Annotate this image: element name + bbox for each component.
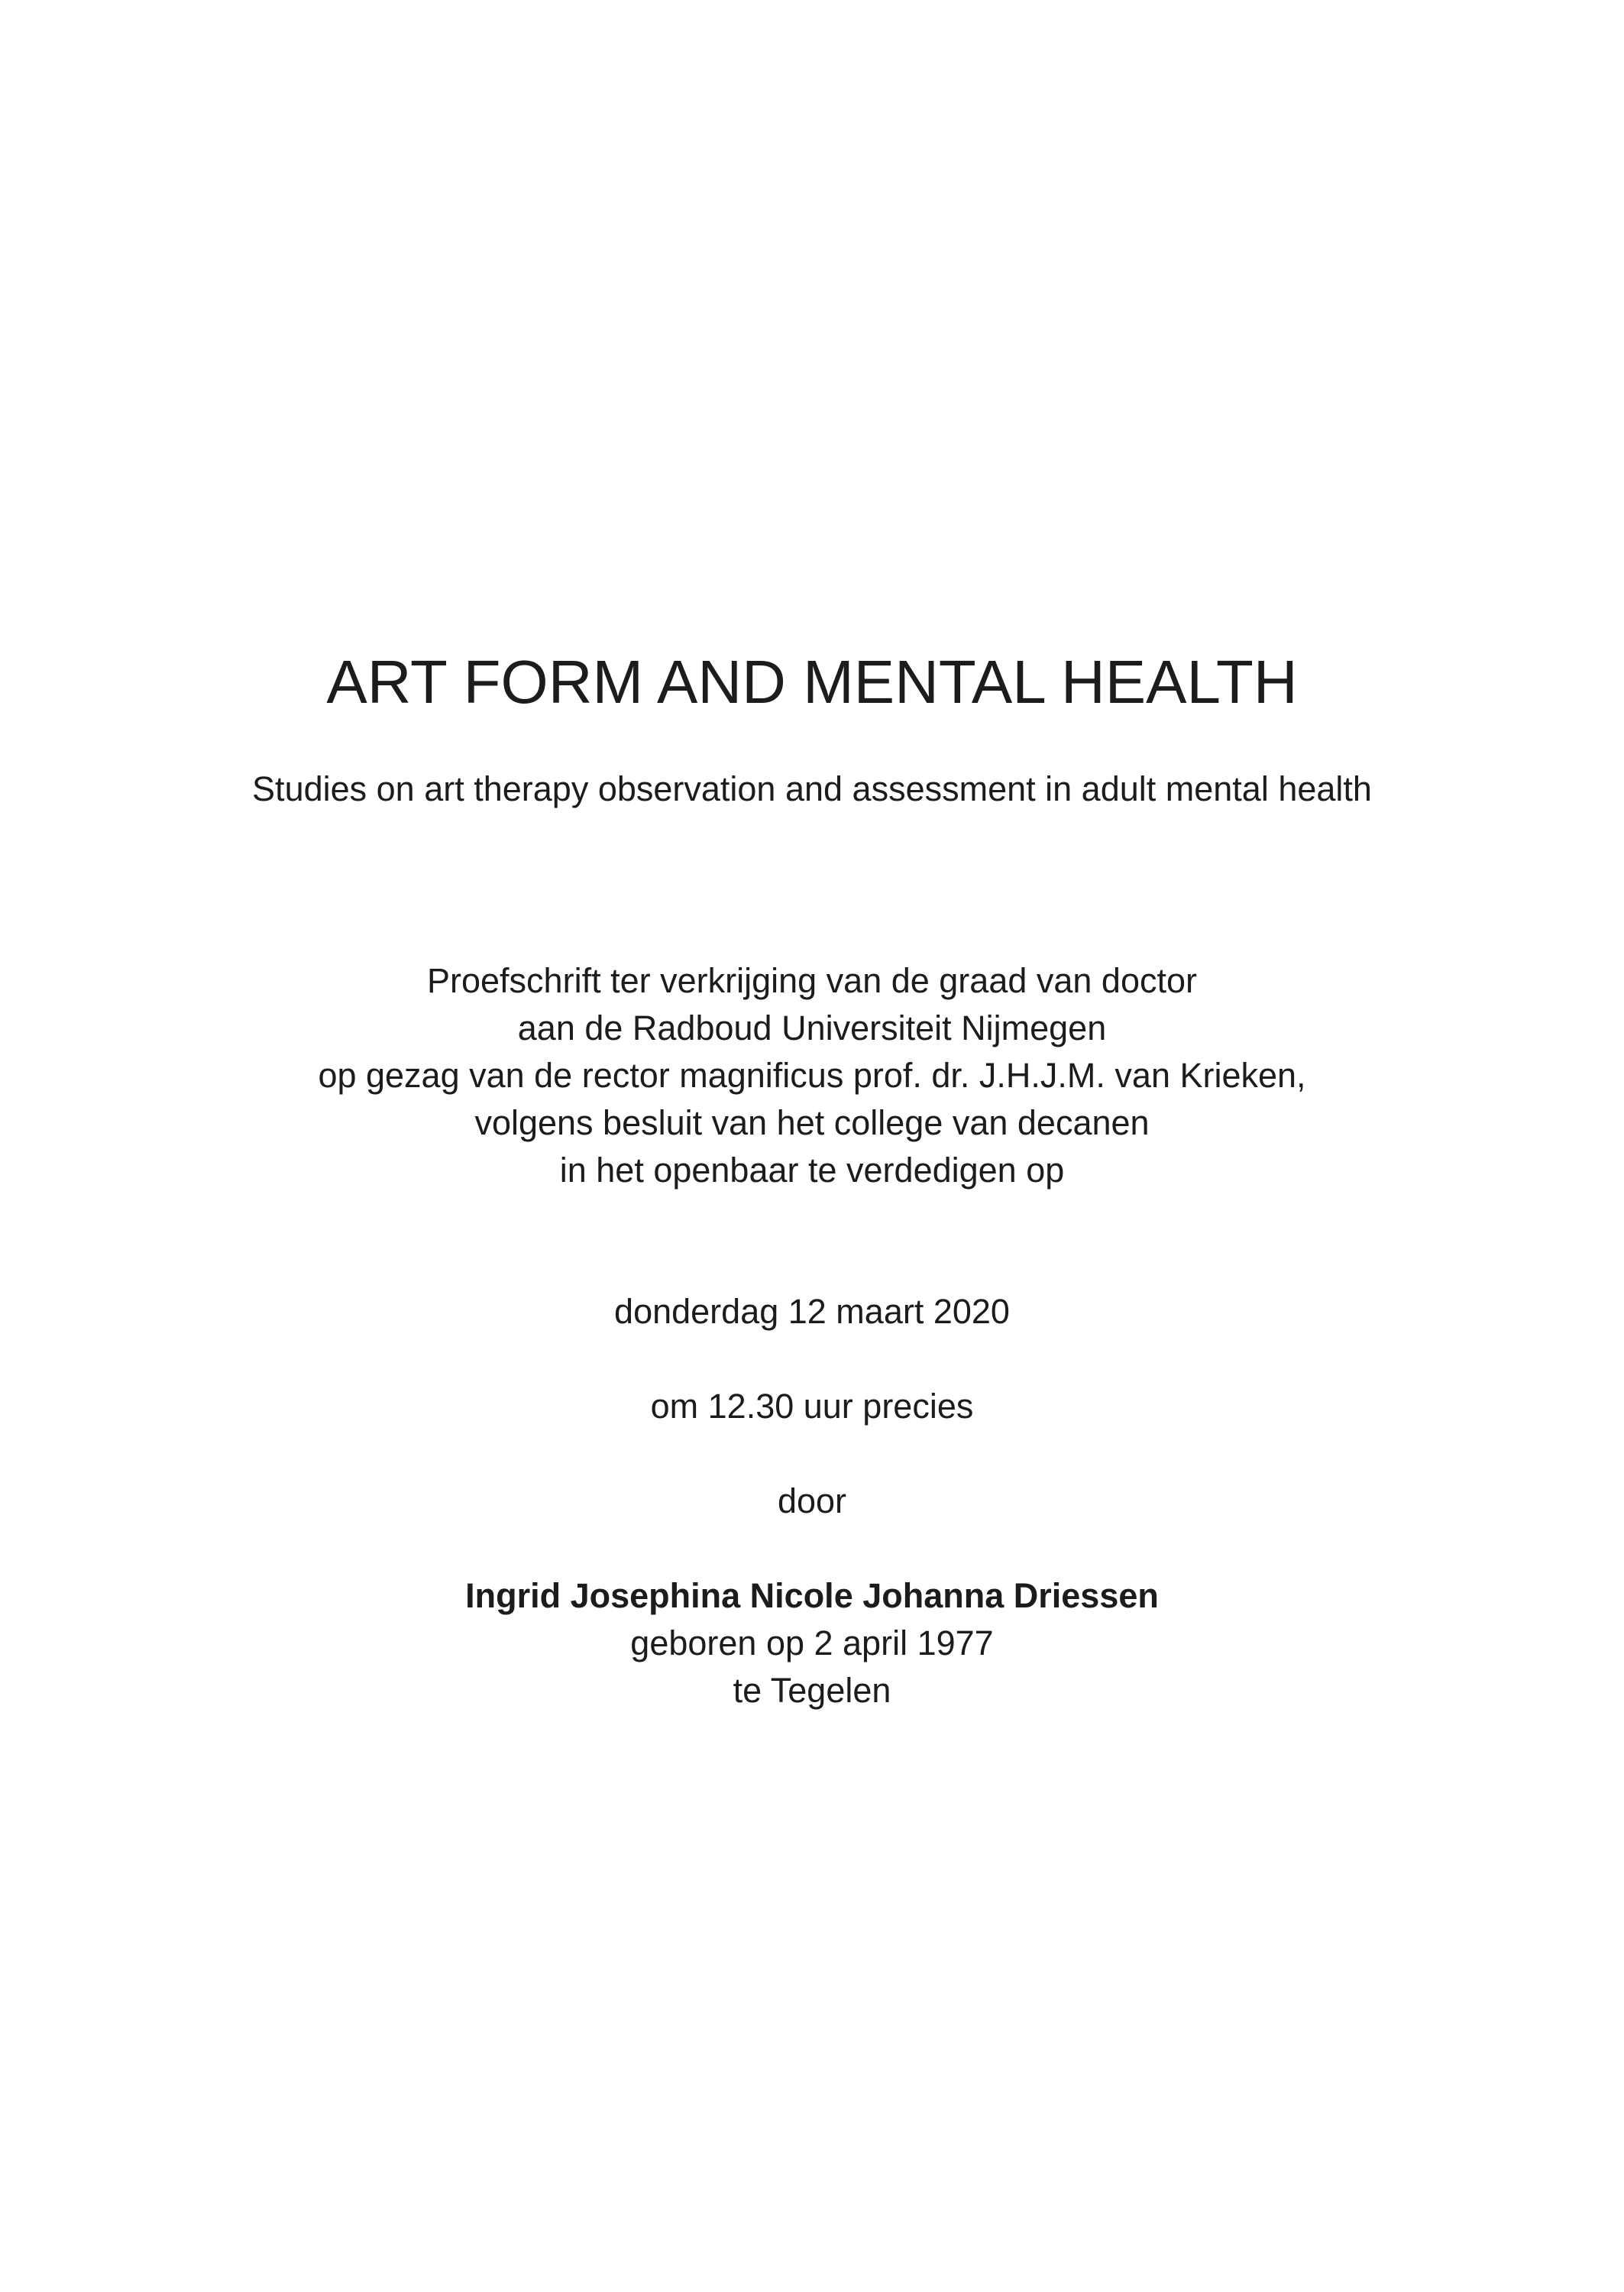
statement-line: volgens besluit van het college van decanen [474, 1103, 1150, 1142]
statement-line: aan de Radboud Universiteit Nijmegen [517, 1008, 1107, 1047]
defense-date: donderdag 12 maart 2020 [614, 1292, 1010, 1331]
author-birthplace: te Tegelen [733, 1671, 891, 1710]
by-label: door [777, 1481, 847, 1520]
author-name: Ingrid Josephina Nicole Johanna Driessen [465, 1576, 1159, 1615]
defense-time: om 12.30 uur precies [650, 1387, 974, 1426]
statement-line: op gezag van de rector magnificus prof. dr. J.H.J.M. van Krieken, [318, 1056, 1306, 1095]
statement-line: Proefschrift ter verkrijging van de graad van doctor [427, 961, 1197, 1000]
thesis-title: ART FORM AND MENTAL HEALTH [326, 648, 1298, 716]
statement-line: in het openbaar te verdedigen op [559, 1151, 1065, 1190]
thesis-subtitle: Studies on art therapy observation and assessment in adult mental health [252, 769, 1372, 808]
author-birthdate: geboren op 2 april 1977 [630, 1624, 994, 1662]
